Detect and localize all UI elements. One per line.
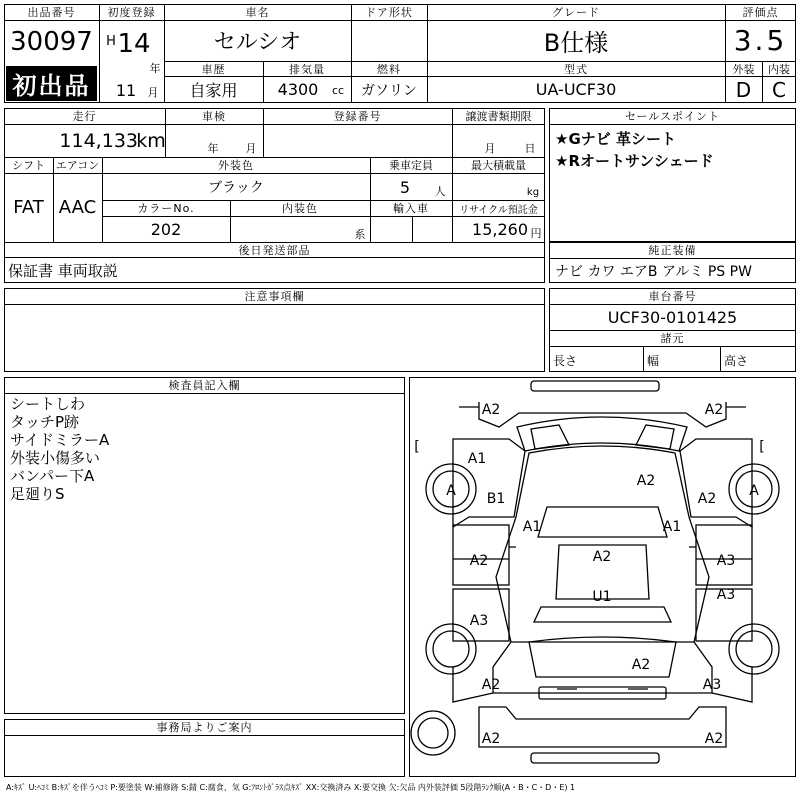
mark-rear-door-right: A3 [716,587,736,603]
first-listing-badge: 初出品 [6,66,97,101]
first-reg-label: 初度登録 [107,6,156,19]
inspection-month-unit: 月 [245,142,257,155]
note-5: バンパー下A [10,467,95,485]
kei-unit: 系 [354,228,366,241]
fuel: ガソリン [361,82,417,99]
mark-roof-rear: U1 [592,589,612,605]
inspection-year-unit: 年 [207,142,219,155]
note-3: サイドミラーA [10,431,110,449]
grade-label: グレード [552,6,600,19]
exterior-grade: D [735,77,752,102]
max-load-label: 最大積載量 [471,159,526,172]
note-6: 足廻りS [10,485,65,503]
genuine-equip-label: 純正装備 [648,244,697,257]
dimensions-label: 諸元 [660,332,685,345]
mark-trunk: A2 [631,657,651,673]
shift: FAT [13,197,44,218]
history: 自家用 [189,81,238,100]
displacement: 4300 [277,80,319,99]
ext-color-label: 外装色 [218,159,254,172]
reg-year: 14 [117,29,151,59]
mark-front-fender-left: A1 [467,451,487,467]
capacity: 5 [399,177,411,197]
inspector-label: 検査員記入欄 [168,379,241,392]
note-1: シートしわ [10,395,86,413]
office-label: 事務局よりご案内 [156,721,253,734]
score: 3.5 [733,24,788,57]
grade: B仕様 [543,29,609,57]
legend: A:ｷｽﾞ U:ﾍｺﾐ B:ｷｽﾞを伴うﾍｺﾐ P:要塗装 W:補修跡 S:錆 C:腐食、気 G:ﾌﾛﾝﾄｶﾞﾗｽ点ｷｽﾞ XX:交換済み X:要交換 欠:欠品 内外装評価 5段階ﾗﾝｸ順(A・B・C・D・E) 1 [6,782,576,792]
mark-bracket-left: [ [414,439,420,455]
mark-rear-fender-right: A3 [702,677,722,693]
int-color-label: 内装色 [282,202,318,215]
chassis-no-label: 車台番号 [648,290,697,303]
shift-label: シフト [12,159,45,172]
mileage: 114,133 [59,130,138,152]
inspection-label: 車検 [202,110,226,123]
color-no: 202 [150,219,182,239]
mark-front-bumper-right: A2 [704,402,724,418]
inspector-notes [10,395,400,503]
genuine-equip: ナビ カワ エアB アルミ PS PW [555,263,752,280]
model-code-label: 型式 [564,62,588,76]
lot-no: 30097 [10,27,93,57]
exterior-label: 外装 [732,62,755,76]
year-unit: 年 [149,62,161,75]
height-label: 高さ [724,353,749,368]
color-no-label: カラーNo. [137,202,195,215]
deadline-month-unit: 月 [484,142,496,155]
reg-no [263,124,452,157]
recycle-label: リサイクル預託金 [459,204,538,216]
later-items-label: 後日発送部品 [238,244,311,257]
import-label: 輸入車 [393,202,429,215]
kg-unit: kg [526,186,540,198]
cc-unit: cc [331,83,345,97]
ext-color: ブラック [208,179,264,196]
mark-rear-fender-left: A2 [481,677,501,693]
mark-front-door-left: A2 [469,553,489,569]
interior-grade: C [772,77,786,102]
mark-front-door-right: A3 [716,553,736,569]
deadline-day-unit: 日 [524,142,536,155]
door-label: ドア形状 [365,6,413,19]
chassis-no: UCF30-0101425 [607,307,738,327]
fuel-label: 燃料 [377,62,401,76]
caution-label: 注意事項欄 [244,290,305,303]
mark-rear-bumper-left: A2 [481,731,501,747]
mark-front-wheel-right: A [749,483,759,499]
mileage-label: 走行 [72,110,97,123]
mark-front-wheel-left: A [446,483,456,499]
length-label: 長さ [553,353,578,368]
mark-rear-bumper-right: A2 [704,731,724,747]
aircon: AAC [58,197,97,218]
mark-a-pillar-left: A1 [522,519,542,535]
km-unit: km [136,130,166,152]
aircon-label: エアコン [55,159,100,172]
reg-era: H [106,33,116,49]
capacity-label: 乗車定員 [389,159,433,172]
mark-rear-door-left: A3 [469,613,489,629]
sales-points-label: セールスポイント [624,110,720,123]
history-label: 車歴 [201,62,226,76]
mark-front-fender-right: A2 [697,491,717,507]
model-code: UA-UCF30 [535,80,617,99]
mark-pillar-left: B1 [486,491,506,507]
displacement-label: 排気量 [289,62,325,76]
mark-hood: A2 [636,473,656,489]
recycle-fee: 15,260 [472,220,528,239]
later-items: 保証書 車両取説 [8,262,118,280]
score-label: 評価点 [742,6,779,19]
interior-label: 内装 [768,62,790,76]
mark-bracket-right: [ [759,439,765,455]
reg-month: 11 [115,80,137,100]
mark-front-bumper-left: A2 [481,402,501,418]
transfer-deadline-label: 譲渡書類期限 [465,110,532,123]
width-label: 幅 [647,353,660,368]
mark-roof: A2 [592,549,612,565]
sales-point-1: ★Gナビ 革シート [555,129,676,148]
person-unit: 人 [434,185,446,198]
note-2: タッチP跡 [10,413,80,431]
yen-unit: 円 [530,227,542,240]
mark-a-pillar-right: A1 [662,519,682,535]
note-4: 外装小傷多い [10,449,101,467]
reg-no-label: 登録番号 [333,110,382,123]
month-unit: 月 [147,86,159,99]
sales-point-2: ★Rオートサンシェード [555,151,714,170]
car-name-label: 車名 [245,6,270,19]
lot-no-label: 出品番号 [27,6,76,19]
door-value [351,20,427,61]
car-diagram [409,377,796,777]
car-name: セルシオ [213,30,302,55]
